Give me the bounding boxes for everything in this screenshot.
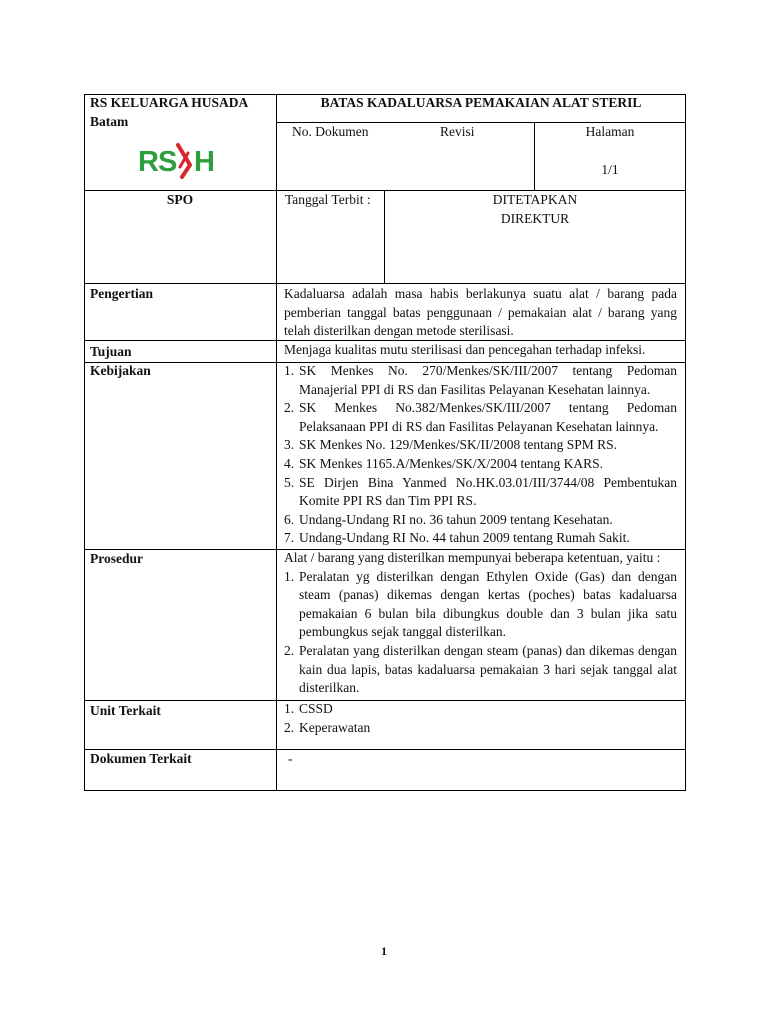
pengertian-label: Pengertian — [90, 286, 153, 301]
halaman-value: 1/1 — [601, 162, 619, 177]
row-divider — [84, 283, 686, 284]
pengertian-text: Kadaluarsa adalah masa habis berlakunya suatu alat / barang pada pemberian tanggal batas penggunaan / pemakaian alat / barang yang telah disterilkan dengan metode sterilisasi. — [284, 286, 677, 339]
kebijakan-label: Kebijakan — [90, 363, 151, 378]
document-title: BATAS KADALUARSA PEMAKAIAN ALAT STERIL — [320, 95, 642, 110]
table-border-right — [685, 94, 686, 791]
list-item: 1. Peralatan yg disterilkan dengan Ethylen Oxide (Gas) dan dengan steam (panas) dikemas dengan kertas (poches) batas kadaluarsa pemakaian 6 bulan bila dibungkus double dan 3 bulan jika satu pembungkus sejak tanggal disterilkan. — [284, 568, 677, 640]
spo-document — [84, 94, 686, 791]
dokumen-terkait-label: Dokumen Terkait — [90, 751, 192, 766]
kebijakan-list — [284, 362, 677, 548]
prosedur-list — [284, 568, 677, 698]
list-item: 6. Undang-Undang RI no. 36 tahun 2009 tentang Kesehatan. — [284, 511, 613, 527]
prosedur-block — [284, 549, 677, 698]
list-item: 2. SK Menkes No.382/Menkes/SK/III/2007 tentang Pedoman Pelaksanaan PPI di RS dan Fasilitas Pelayanan Kesehatan lainnya. — [284, 400, 677, 434]
list-item: 3. SK Menkes No. 129/Menkes/SK/II/2008 tentang SPM RS. — [284, 437, 618, 453]
no-dokumen-label: No. Dokumen — [292, 124, 369, 139]
list-item: 5. SE Dirjen Bina Yanmed No.HK.03.01/III/3744/08 Pembentukan Komite PPI RS dan Tim PPI RS. — [284, 474, 677, 509]
svg-text:RS: RS — [138, 146, 177, 178]
unit-terkait-list — [284, 700, 677, 737]
list-item: 7. Undang-Undang RI No. 44 tahun 2009 tentang Rumah Sakit. — [284, 530, 630, 546]
prosedur-label: Prosedur — [90, 551, 143, 566]
table-border-bottom — [84, 790, 686, 791]
prosedur-intro: Alat / barang yang disterilkan mempunyai beberapa ketentuan, yaitu : — [284, 550, 661, 565]
list-item: 1. CSSD — [284, 701, 333, 716]
tujuan-label: Tujuan — [90, 344, 132, 359]
tujuan-text: Menjaga kualitas mutu sterilisasi dan pencegahan terhadap infeksi. — [284, 342, 646, 357]
rskh-logo — [138, 139, 228, 183]
list-item: 2. Keperawatan — [284, 719, 371, 735]
list-item: 2. Peralatan yang disterilkan dengan steam (panas) dan dikemas dengan kain dua lapis, batas kadaluarsa pemakaian 3 hari sejak tanggal alat disterilkan. — [284, 642, 677, 696]
page-number: 1 — [381, 944, 387, 958]
spo-label: SPO — [166, 192, 194, 207]
column-divider — [276, 94, 277, 791]
tanggal-terbit-label: Tanggal Terbit : — [285, 192, 371, 207]
list-item: 1. SK Menkes No. 270/Menkes/SK/III/2007 tentang Pedoman Manajerial PPI di RS dan Fasilitas Pelayanan Kesehatan lainnya. — [284, 363, 677, 397]
dokumen-terkait-text: - — [288, 751, 293, 766]
svg-text:H: H — [194, 146, 215, 178]
revisi-label: Revisi — [440, 124, 475, 139]
list-item: 4. SK Menkes 1165.A/Menkes/SK/X/2004 tentang KARS. — [284, 455, 603, 471]
ditetapkan-block: DITETAPKAN DIREKTUR — [492, 192, 578, 226]
unit-terkait-label: Unit Terkait — [90, 703, 161, 718]
halaman-label: Halaman — [585, 124, 635, 139]
hospital-name: RS KELUARGA HUSADA Batam — [90, 95, 249, 129]
